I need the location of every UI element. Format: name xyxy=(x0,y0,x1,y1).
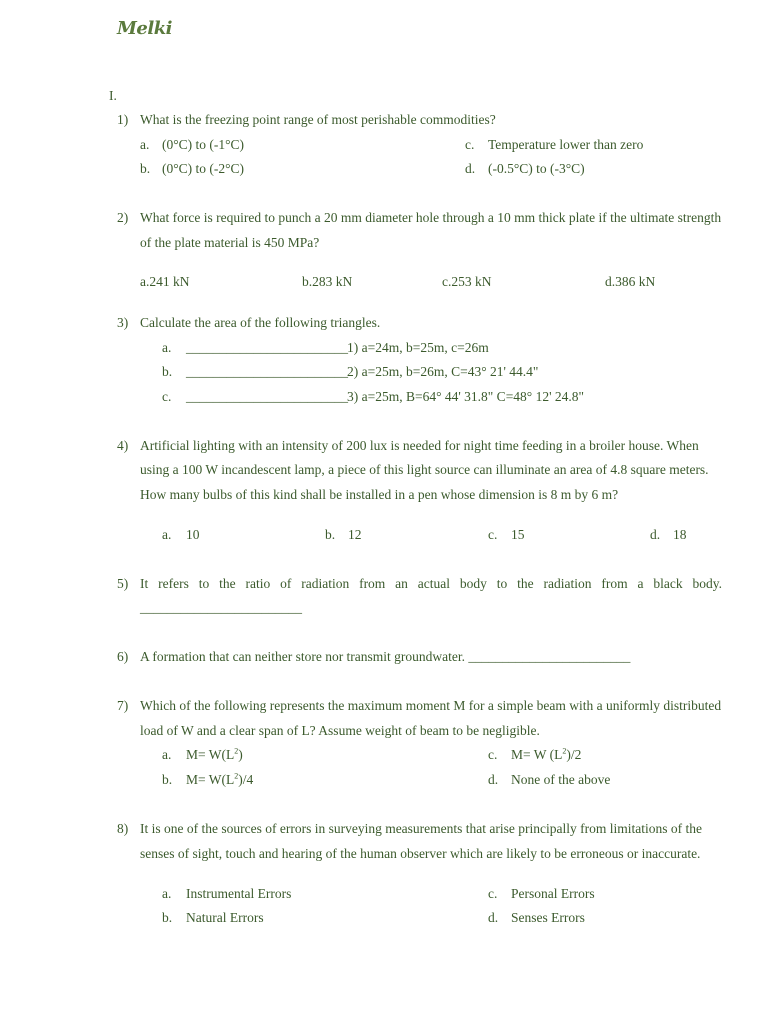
q8-line-2: senses of sight, touch and hearing of the human observer which are likely to be erroneous or inaccurate. xyxy=(140,846,701,861)
q6-text xyxy=(140,649,630,665)
q1-text: What is the freezing point range of most perishable commodities? xyxy=(140,112,496,127)
q4-a-letter: a. xyxy=(162,527,172,542)
q5-line-1: It refers to the ratio of radiation from an actual body to the radiation from a black body. xyxy=(140,576,722,591)
q7-option-d: None of the above xyxy=(511,772,611,787)
q7-a-sup: 2 xyxy=(234,746,239,756)
q4-number: 4) xyxy=(117,438,129,453)
q7-line-1: Which of the following represents the maximum moment M for a simple beam with a uniformly distributed xyxy=(140,698,722,713)
q4-line-1: Artificial lighting with an intensity of 200 lux is needed for night time feeding in a broiler house. When xyxy=(140,438,699,453)
q2-line-1: What force is required to punch a 20 mm diameter hole through a 10 mm thick plate if the ultimate strength xyxy=(140,210,722,225)
q1-d-letter: d. xyxy=(465,161,476,176)
q8-option-c: Personal Errors xyxy=(511,886,595,901)
q7-b-letter: b. xyxy=(162,772,173,787)
q3-b-blank: ________________________ xyxy=(186,364,348,379)
q3-option-b: 2) a=25m, b=26m, C=43° 21' 44.4" xyxy=(347,364,539,379)
q3-b-letter: b. xyxy=(162,364,173,379)
q3-c-blank: ________________________ xyxy=(186,389,348,404)
q7-b-sup: 2 xyxy=(234,771,239,781)
q1-option-b: (0°C) to (-2°C) xyxy=(162,161,245,176)
q8-b-letter: b. xyxy=(162,910,173,925)
q7-b-post: )/4 xyxy=(238,772,254,787)
q4-c-letter: c. xyxy=(488,527,498,542)
q4-line-2: using a 100 W incandescent lamp, a piece of this light source can illuminate an area of 4.8 square meters. xyxy=(140,462,709,477)
q1-option-a: (0°C) to (-1°C) xyxy=(162,137,245,152)
q1-b-letter: b. xyxy=(140,161,151,176)
q8-a-letter: a. xyxy=(162,886,172,901)
q6-number: 6) xyxy=(117,649,129,664)
q1-a-letter: a. xyxy=(140,137,150,152)
q2-line-2: of the plate material is 450 MPa? xyxy=(140,235,320,250)
q2-option-b: b.283 kN xyxy=(302,274,353,289)
q8-line-1: It is one of the sources of errors in surveying measurements that arise principally from limitations of the xyxy=(140,821,702,836)
q6-text-body: A formation that can neither store nor transmit groundwater. xyxy=(140,649,466,664)
q8-option-b: Natural Errors xyxy=(186,910,264,925)
q8-option-a: Instrumental Errors xyxy=(186,886,292,901)
q8-number: 8) xyxy=(117,821,129,836)
q1-option-d: (-0.5°C) to (-3°C) xyxy=(488,161,585,176)
q2-option-c: c.253 kN xyxy=(442,274,492,289)
q3-number: 3) xyxy=(117,315,129,330)
logo: Melki xyxy=(117,18,173,39)
q4-option-b: 12 xyxy=(348,527,362,542)
q4-option-d: 18 xyxy=(673,527,687,542)
q6-blank: ________________________ xyxy=(468,649,631,664)
q7-option-b xyxy=(186,772,253,788)
q2-option-a: a.241 kN xyxy=(140,274,190,289)
q4-b-letter: b. xyxy=(325,527,336,542)
q7-b-pre: M= W(L xyxy=(186,772,235,787)
q2-number: 2) xyxy=(117,210,129,225)
q7-a-post: ) xyxy=(238,747,243,762)
q7-c-sup: 2 xyxy=(562,746,567,756)
q5-number: 5) xyxy=(117,576,129,591)
q8-option-d: Senses Errors xyxy=(511,910,585,925)
q7-c-post: )/2 xyxy=(566,747,582,762)
q7-option-c xyxy=(511,747,581,763)
q3-a-letter: a. xyxy=(162,340,172,355)
q3-option-c: 3) a=25m, B=64° 44' 31.8" C=48° 12' 24.8" xyxy=(347,389,585,404)
q4-option-a: 10 xyxy=(186,527,200,542)
section-number: I. xyxy=(109,88,117,103)
q4-d-letter: d. xyxy=(650,527,661,542)
q7-a-pre: M= W(L xyxy=(186,747,235,762)
q7-line-2: load of W and a clear span of L? Assume weight of beam to be negligible. xyxy=(140,723,540,738)
q2-option-d: d.386 kN xyxy=(605,274,656,289)
q7-number: 7) xyxy=(117,698,129,713)
q1-option-c: Temperature lower than zero xyxy=(488,137,644,152)
q4-option-c: 15 xyxy=(511,527,525,542)
q4-line-3: How many bulbs of this kind shall be installed in a pen whose dimension is 8 m by 6 m? xyxy=(140,487,619,502)
q3-text: Calculate the area of the following triangles. xyxy=(140,315,381,330)
q3-a-blank: ________________________ xyxy=(186,340,348,355)
q7-c-letter: c. xyxy=(488,747,498,762)
q3-option-a: 1) a=24m, b=25m, c=26m xyxy=(347,340,489,355)
q7-d-letter: d. xyxy=(488,772,499,787)
q8-d-letter: d. xyxy=(488,910,499,925)
q7-option-a xyxy=(186,747,243,763)
q1-c-letter: c. xyxy=(465,137,475,152)
q7-c-pre: M= W (L xyxy=(511,747,563,762)
q5-blank: ________________________ xyxy=(140,600,302,615)
q8-c-letter: c. xyxy=(488,886,498,901)
q1-number: 1) xyxy=(117,112,129,127)
q7-a-letter: a. xyxy=(162,747,172,762)
q3-c-letter: c. xyxy=(162,389,172,404)
